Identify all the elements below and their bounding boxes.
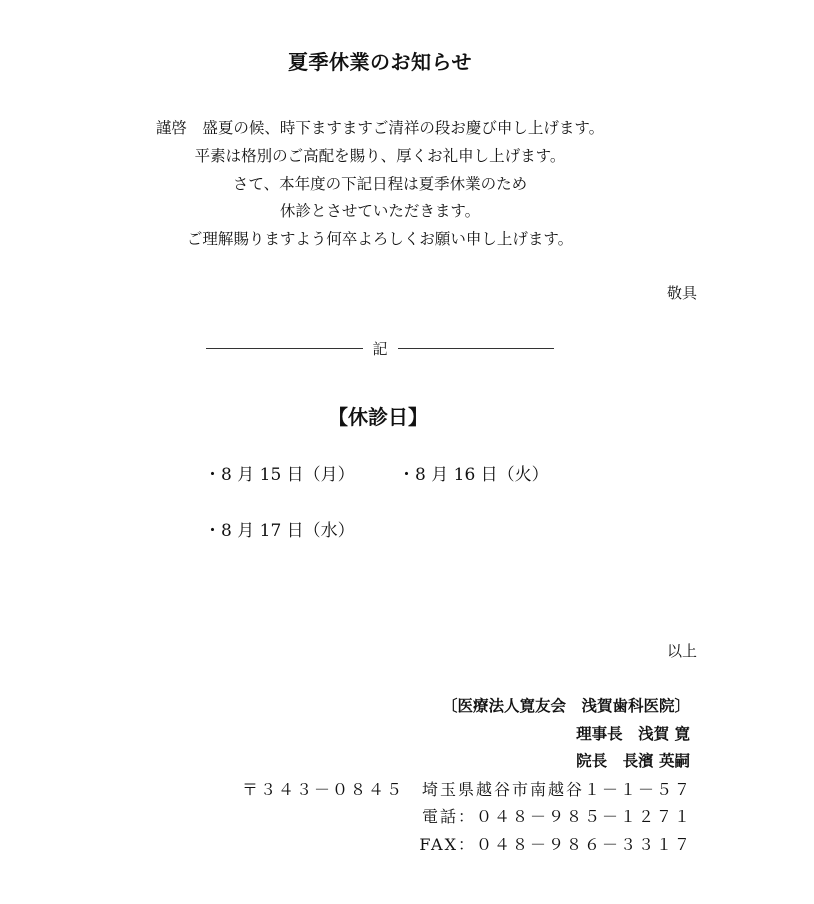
closed-day: ・8 月 15 日（月） bbox=[204, 465, 355, 485]
notice-title: 夏季休業のお知らせ bbox=[288, 50, 472, 74]
closed-day: ・8 月 17 日（水） bbox=[204, 521, 355, 541]
director-name: 院長 長濱 英嗣 bbox=[576, 752, 690, 770]
ki-separator bbox=[206, 338, 554, 358]
separator-rule bbox=[398, 348, 555, 349]
chairman-name: 理事長 浅賀 寛 bbox=[576, 725, 690, 743]
organization-name: 〔医療法人寛友会 浅賀歯科医院〕 bbox=[441, 697, 690, 715]
greeting-line: さて、本年度の下記日程は夏季休業のため bbox=[232, 175, 528, 193]
closed-day: ・8 月 16 日（火） bbox=[398, 465, 549, 485]
keigu-closing: 敬具 bbox=[666, 284, 697, 302]
greeting-line: 休診とさせていただきます。 bbox=[279, 202, 481, 220]
ijo-closing: 以上 bbox=[666, 642, 697, 660]
clinic-fax: FAX：０４８－９８６－３３１７ bbox=[419, 835, 692, 854]
greeting-line: 平素は格別のご高配を賜り、厚くお礼申し上げます。 bbox=[194, 147, 566, 165]
greeting-line: ご理解賜りますよう何卒よろしくお願い申し上げます。 bbox=[186, 230, 574, 248]
greeting-line: 謹啓 盛夏の候、時下ますますご清祥の段お慶び申し上げます。 bbox=[155, 119, 605, 137]
separator-rule bbox=[206, 348, 363, 349]
clinic-phone: 電話：０４８－９８５－１２７１ bbox=[421, 807, 692, 826]
clinic-address: 〒３４３－０８４５ 埼玉県越谷市南越谷１－１－５７ bbox=[241, 780, 692, 799]
closed-days-heading: 【休診日】 bbox=[328, 405, 428, 429]
ki-label: 記 bbox=[372, 339, 388, 358]
